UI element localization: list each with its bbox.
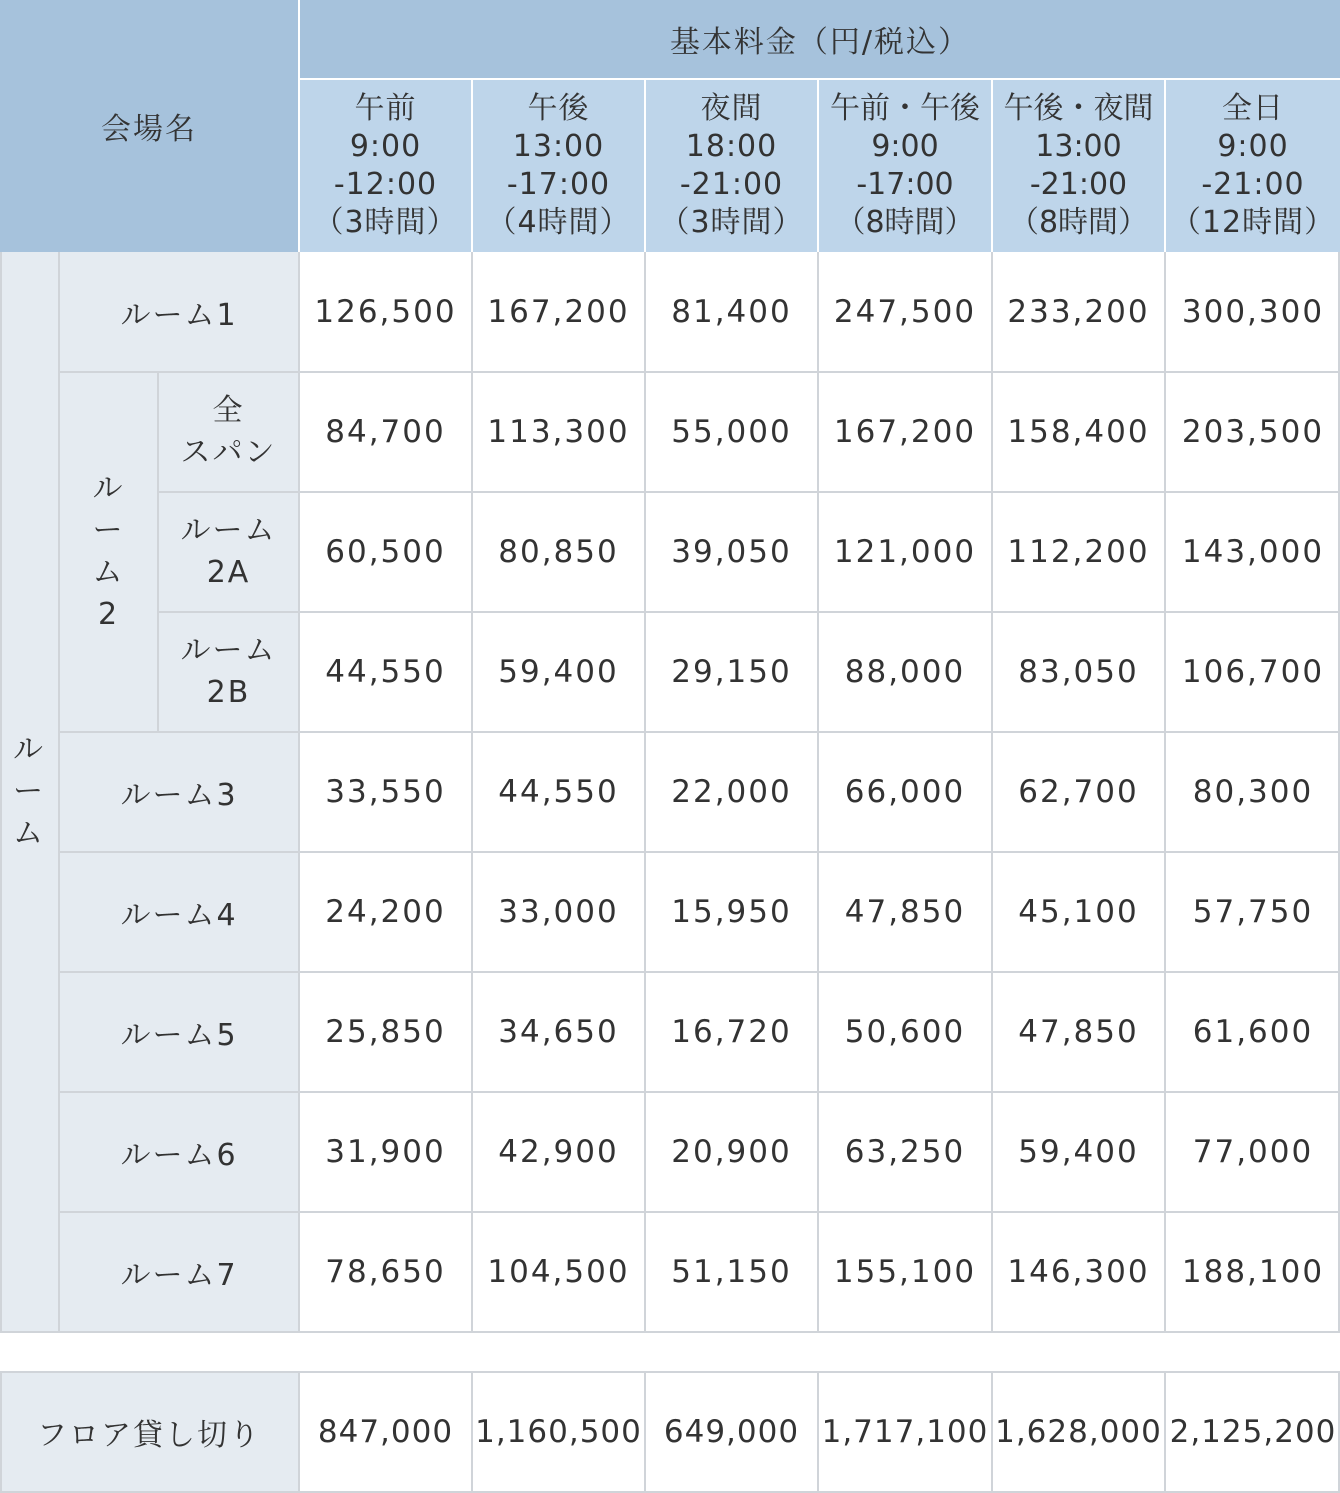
col-header-end: -21:00	[679, 167, 784, 202]
grid-line	[60, 971, 1340, 973]
price-cell: 66,000	[819, 733, 991, 851]
row-label-room2-full	[159, 373, 298, 491]
grid-line	[0, 252, 2, 1333]
row-label-room2a	[159, 493, 298, 611]
col-header-night	[646, 80, 817, 252]
col-header-morning	[300, 80, 471, 252]
price-cell: 24,200	[300, 853, 471, 971]
price-cell: 47,850	[819, 853, 991, 971]
price-cell: 80,850	[473, 493, 644, 611]
price-cell: 59,400	[473, 613, 644, 731]
col-header-end: -17:00	[856, 167, 954, 202]
room2-group-char: ー	[92, 513, 125, 548]
grid-line	[159, 491, 1340, 493]
row-label-room4	[60, 853, 298, 971]
price-cell: 39,050	[646, 493, 817, 611]
price-cell: 88,000	[819, 613, 991, 731]
row-label-floor-rental	[0, 1373, 298, 1491]
row-label-room6	[60, 1093, 298, 1211]
floor-price-cell: 649,000	[646, 1373, 817, 1491]
price-cell: 63,250	[819, 1093, 991, 1211]
header-divider	[471, 80, 473, 252]
price-cell: 45,100	[993, 853, 1164, 971]
price-cell: 233,200	[993, 252, 1164, 371]
row-label-text: フロア貸し切り	[37, 1418, 261, 1453]
grid-line	[157, 371, 159, 733]
price-cell: 60,500	[300, 493, 471, 611]
col-header-start: 13:00	[512, 129, 605, 164]
header-divider	[644, 80, 646, 252]
price-cell: 44,550	[300, 613, 471, 731]
col-header-duration: （3時間）	[659, 205, 804, 240]
grid-line	[471, 252, 473, 1331]
row-label-room7	[60, 1213, 298, 1331]
col-header-end: -21:00	[1201, 167, 1305, 202]
price-cell: 300,300	[1166, 252, 1340, 371]
price-cell: 51,150	[646, 1213, 817, 1331]
price-cell: 42,900	[473, 1093, 644, 1211]
row-label-text: ルーム4	[120, 898, 238, 933]
row-label-text: ルーム7	[120, 1258, 238, 1293]
floor-price-cell: 847,000	[300, 1373, 471, 1491]
price-cell: 81,400	[646, 252, 817, 371]
price-cell: 188,100	[1166, 1213, 1340, 1331]
row-label-text: ルーム5	[120, 1018, 238, 1053]
grid-line	[60, 1211, 1340, 1213]
col-header-start: 13:00	[1035, 129, 1122, 164]
row-label-text: ルーム6	[120, 1138, 238, 1173]
grid-line	[58, 252, 60, 1331]
grid-line	[159, 611, 1340, 613]
price-cell: 126,500	[300, 252, 471, 371]
grid-line	[991, 252, 993, 1331]
col-header-afternoon-night	[993, 80, 1164, 252]
col-header-name: 午後	[527, 91, 590, 126]
price-cell: 57,750	[1166, 853, 1340, 971]
price-cell: 167,200	[819, 373, 991, 491]
grid-line	[817, 1371, 819, 1493]
room2-group-char: 2	[97, 597, 120, 632]
row-label-line: 2B	[206, 675, 251, 710]
grid-line	[298, 1371, 300, 1493]
price-cell: 16,720	[646, 973, 817, 1091]
grid-line	[644, 1371, 646, 1493]
row-label-room1	[60, 252, 298, 371]
price-cell: 203,500	[1166, 373, 1340, 491]
venue-name-header-text: 会場名	[101, 112, 197, 147]
col-header-start: 9:00	[1217, 129, 1289, 164]
col-header-name: 午前	[354, 91, 417, 126]
grid-line	[0, 1371, 1340, 1373]
col-header-start: 9:00	[871, 129, 939, 164]
floor-price-cell: 1,628,000	[993, 1373, 1164, 1491]
grid-line	[1164, 252, 1166, 1331]
col-header-morning-afternoon	[819, 80, 991, 252]
col-header-name: 夜間	[700, 91, 763, 126]
room-group-char: ム	[13, 815, 45, 851]
room-group-char: ー	[13, 773, 45, 809]
floor-price-cell: 2,125,200	[1166, 1373, 1340, 1491]
col-header-duration: （3時間）	[313, 205, 458, 240]
basic-fee-header	[300, 0, 1340, 78]
header-divider	[1164, 80, 1166, 252]
grid-line	[60, 731, 1340, 733]
price-cell: 22,000	[646, 733, 817, 851]
col-header-start: 9:00	[349, 129, 422, 164]
price-cell: 50,600	[819, 973, 991, 1091]
grid-line	[991, 1371, 993, 1493]
row-label-room3	[60, 733, 298, 851]
price-cell: 167,200	[473, 252, 644, 371]
col-header-name: 午後・夜間	[1003, 91, 1154, 126]
floor-price-cell: 1,717,100	[819, 1373, 991, 1491]
row-label-room5	[60, 973, 298, 1091]
grid-line	[817, 252, 819, 1331]
price-cell: 29,150	[646, 613, 817, 731]
grid-line	[60, 1091, 1340, 1093]
price-cell: 113,300	[473, 373, 644, 491]
room2-group-char: ル	[92, 471, 125, 506]
row-label-line: ルーム	[180, 633, 277, 668]
col-header-afternoon	[473, 80, 644, 252]
price-cell: 62,700	[993, 733, 1164, 851]
header-divider	[298, 0, 300, 252]
price-cell: 104,500	[473, 1213, 644, 1331]
price-cell: 80,300	[1166, 733, 1340, 851]
price-cell: 59,400	[993, 1093, 1164, 1211]
col-header-start: 18:00	[685, 129, 778, 164]
row-label-text: ルーム1	[120, 297, 238, 333]
price-cell: 158,400	[993, 373, 1164, 491]
grid-line	[60, 851, 1340, 853]
price-cell: 77,000	[1166, 1093, 1340, 1211]
room2-group-label	[60, 373, 157, 731]
room2-group-char: ム	[92, 555, 125, 590]
price-cell: 247,500	[819, 252, 991, 371]
col-header-name: 全日	[1222, 91, 1284, 126]
col-header-duration: （8時間）	[1008, 205, 1149, 240]
room-group-label	[0, 252, 58, 1331]
col-header-duration: （4時間）	[486, 205, 631, 240]
price-cell: 112,200	[993, 493, 1164, 611]
row-label-line: ルーム	[180, 513, 277, 548]
floor-price-cell: 1,160,500	[473, 1373, 644, 1491]
row-label-text: ルーム3	[120, 778, 238, 813]
col-header-duration: （8時間）	[835, 205, 975, 240]
row-label-line: スパン	[180, 435, 277, 470]
grid-line	[1164, 1371, 1166, 1493]
price-cell: 83,050	[993, 613, 1164, 731]
grid-line	[0, 1371, 2, 1493]
col-header-end: -17:00	[506, 167, 611, 202]
header-divider	[991, 80, 993, 252]
price-cell: 33,000	[473, 853, 644, 971]
grid-line	[644, 252, 646, 1331]
price-cell: 143,000	[1166, 493, 1340, 611]
header-divider	[300, 78, 1340, 80]
price-cell: 47,850	[993, 973, 1164, 1091]
col-header-end: -21:00	[1029, 167, 1128, 202]
price-cell: 31,900	[300, 1093, 471, 1211]
col-header-duration: （12時間）	[1170, 205, 1336, 240]
row-label-line: 全	[212, 393, 245, 428]
price-cell: 15,950	[646, 853, 817, 971]
basic-fee-header-text: 基本料金（円/税込）	[669, 25, 971, 60]
row-label-line: 2A	[206, 555, 251, 590]
price-cell: 25,850	[300, 973, 471, 1091]
header-divider	[817, 80, 819, 252]
col-header-end: -12:00	[333, 167, 438, 202]
room-group-char: ル	[13, 731, 45, 767]
grid-line	[60, 371, 1340, 373]
grid-line	[298, 252, 300, 1331]
price-cell: 146,300	[993, 1213, 1164, 1331]
price-cell: 84,700	[300, 373, 471, 491]
price-cell: 20,900	[646, 1093, 817, 1211]
price-cell: 34,650	[473, 973, 644, 1091]
grid-line	[471, 1371, 473, 1493]
price-cell: 44,550	[473, 733, 644, 851]
price-cell: 55,000	[646, 373, 817, 491]
price-cell: 61,600	[1166, 973, 1340, 1091]
venue-name-header	[0, 0, 298, 252]
row-label-room2b	[159, 613, 298, 731]
price-cell: 78,650	[300, 1213, 471, 1331]
price-cell: 106,700	[1166, 613, 1340, 731]
col-header-all-day	[1166, 80, 1340, 252]
price-cell: 33,550	[300, 733, 471, 851]
col-header-name: 午前・午後	[830, 91, 980, 126]
price-cell: 121,000	[819, 493, 991, 611]
grid-line	[0, 1331, 1340, 1333]
price-cell: 155,100	[819, 1213, 991, 1331]
